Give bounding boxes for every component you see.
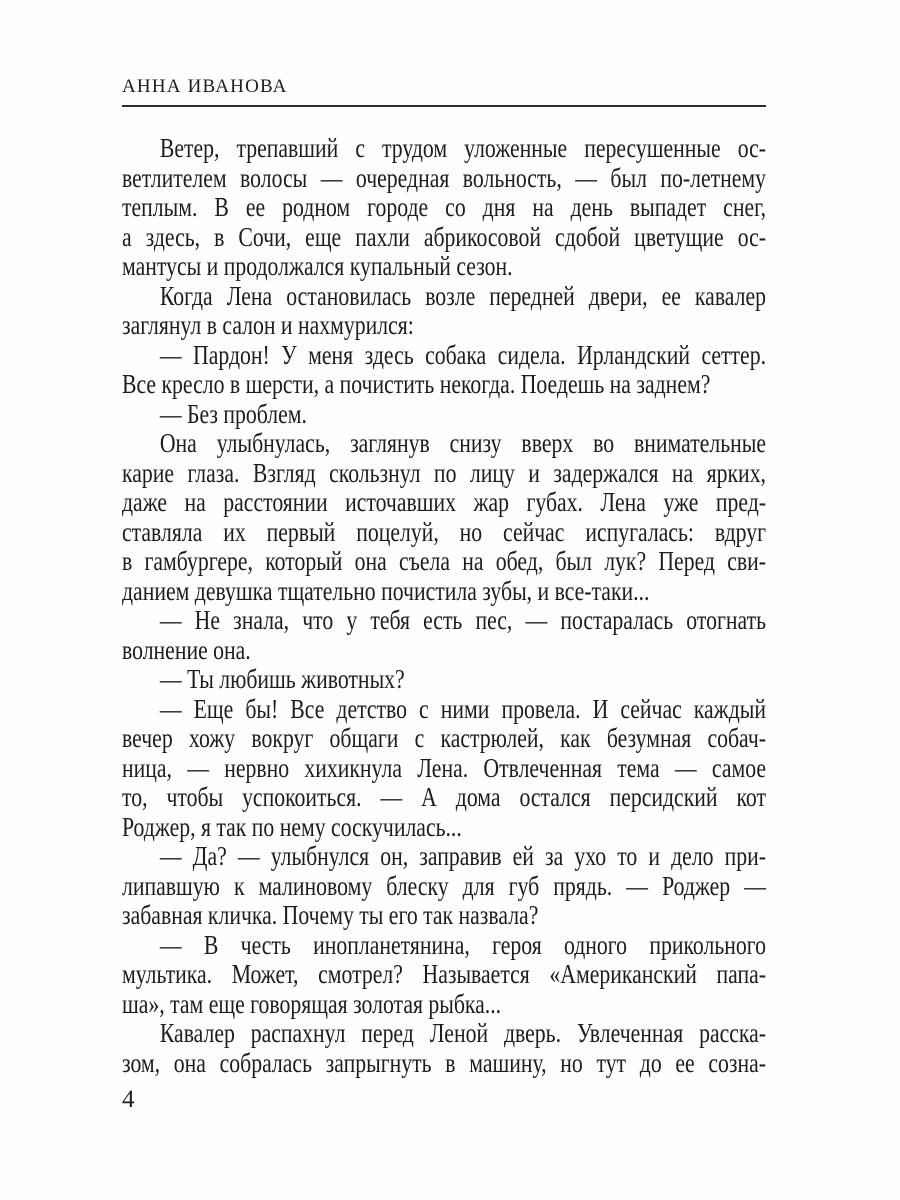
text-line: забавная кличка. Почему ты его так назвала? <box>122 900 539 930</box>
text-line: — В честь инопланетянина, героя одного прикольного <box>159 929 767 960</box>
text-line: ставляла их первый поцелуй, но сейчас испугалась: вдруг <box>122 516 766 547</box>
text-line: — Без проблем. <box>159 398 307 429</box>
running-header-author: АННА ИВАНОВА <box>122 76 288 97</box>
text-line: то, чтобы успокоиться. — А дома остался персидский кот <box>122 782 766 812</box>
text-line: ша», там еще говорящая золотая рыбка... <box>122 988 502 1019</box>
text-line: мантусы и продолжался купальный сезон. <box>122 251 513 281</box>
text-line: — Пардон! У меня здесь собака сидела. Ирландский сеттер. <box>159 339 767 370</box>
text-line: липавшую к малиновому блеску для губ прядь. — Роджер — <box>122 870 766 901</box>
text-line: а здесь, в Сочи, еще пахли абрикосовой сдобой цветущие ос- <box>122 221 766 252</box>
page-body <box>122 134 766 1078</box>
paragraph <box>122 134 766 282</box>
header-rule <box>122 105 766 107</box>
text-line: в гамбургере, который она съела на обед, был лук? Перед сви- <box>122 546 766 576</box>
text-line: даже на расстоянии источавших жар губах. Лена уже пред- <box>122 487 766 517</box>
text-line: ница, — нервно хихикнула Лена. Отвлеченная тема — самое <box>122 752 766 783</box>
text-line: — Да? — улыбнулся он, заправив ей за ухо то и дело при- <box>159 841 767 871</box>
paragraph <box>122 606 766 665</box>
text-line: волнение она. <box>122 634 251 665</box>
paragraph <box>122 429 766 606</box>
text-line: теплым. В ее родном городе со дня на день выпадет снег, <box>122 192 766 222</box>
text-line: ветлителем волосы — очередная вольность, — был по-летнему <box>122 162 766 193</box>
text-line: Она улыбнулась, заглянув снизу вверх во внимательные <box>159 428 767 458</box>
text-line: данием девушка тщательно почистила зубы, и все-таки... <box>122 575 650 606</box>
paragraph <box>122 695 766 843</box>
text-line: Ветер, трепавший с трудом уложенные пересушенные ос- <box>159 133 767 163</box>
text-line: Все кресло в шерсти, а почистить некогда. Поедешь на заднем? <box>122 369 711 399</box>
paragraph <box>122 1019 766 1078</box>
text-line: зом, она собралась запрыгнуть в машину, но тут до ее созна- <box>122 1047 766 1078</box>
text-line: Кавалер распахнул перед Леной дверь. Увлеченная расска- <box>159 1018 767 1048</box>
text-line: Роджер, я так по нему соскучилась... <box>122 811 462 842</box>
text-line: вечер хожу вокруг общаги с кастрюлей, как безумная собач- <box>122 723 766 753</box>
paragraph <box>122 341 766 400</box>
text-line: карие глаза. Взгляд скользнул по лицу и задержался на ярких, <box>122 457 766 488</box>
text-line: заглянул в салон и нахмурился: <box>122 310 414 340</box>
paragraph <box>122 400 766 430</box>
page-number: 4 <box>122 1086 135 1113</box>
text-line: — Не знала, что у тебя есть пес, — постаралась отогнать <box>159 605 767 635</box>
text-line: — Еще бы! Все детство с ними провела. И сейчас каждый <box>159 693 767 724</box>
paragraph <box>122 931 766 1020</box>
text-line: — Ты любишь животных? <box>159 664 405 694</box>
paragraph <box>122 282 766 341</box>
paragraph <box>122 665 766 695</box>
text-line: Когда Лена остановилась возле передней двери, ее кавалер <box>159 280 767 311</box>
paragraph <box>122 842 766 931</box>
text-line: мультика. Может, смотрел? Называется «Американский папа- <box>122 959 766 989</box>
